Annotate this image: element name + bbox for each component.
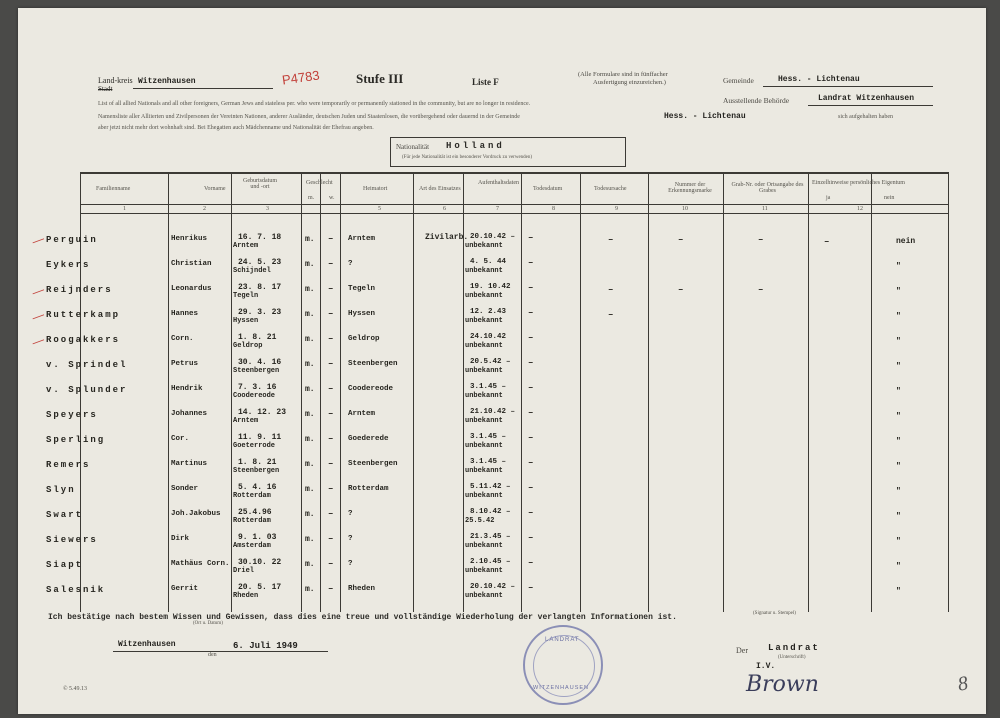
col-aufenthalt: Aufenthaltsdaten [478,180,519,186]
sex-w: – [328,559,334,569]
sex: m. [305,460,315,469]
death-date: – [528,308,534,318]
surname: Salesnik [46,585,106,595]
col-todesdatum: Todesdatum [533,186,563,192]
col-familienname: Familienname [96,186,131,192]
form-note-2: Ausfertigung einzureichen.) [593,79,666,86]
first-name: Hendrik [171,385,203,393]
sex-w: – [328,359,334,369]
surname: v. Sprindel [46,360,128,370]
death-date: – [528,533,534,543]
home-town: Goederede [348,435,389,443]
stamp-bottom-text: WITZENHAUSEN [533,685,589,691]
stay-until: unbekannt [465,342,503,350]
form-note-1: (Alle Formulare sind in fünffacher [578,71,668,78]
liste-title: Liste F [472,77,499,87]
pencil-tick: — [29,231,47,249]
table-row [18,358,986,383]
sex: m. [305,535,315,544]
death-date: – [528,258,534,268]
office-caption: (Unterschrift) [778,655,806,660]
birth-date: 30.10. 22 [238,558,282,567]
sex: m. [305,360,315,369]
birth-place: Rotterdam [233,492,271,500]
first-name: Corn. [171,335,194,343]
stay-until: unbekannt [465,567,503,575]
col-todesursache: Todesursache [594,186,627,192]
iv-label: I.V. [756,662,776,671]
first-name: Johannes [171,410,208,418]
stay-until: 25.5.42 [465,517,495,525]
intro-line-2b: sich aufgehalten haben [838,114,893,120]
sex-w: – [328,334,334,344]
sex-w: – [328,234,334,244]
office-value: Landrat [768,643,820,653]
home-town: Arntem [348,235,376,243]
birth-date: 16. 7. 18 [238,233,282,242]
property-no: " [896,337,901,346]
col-einsatz: Art des Einsatzes [419,186,461,192]
intro-line-3: aber jetzt nicht mehr dort wohnhaft sind. Bei Ehegatten auch Mädchenname und Nationalität der Ehefrau angeben. [98,125,374,131]
col-geschlecht-m: m. [308,195,315,201]
home-town: Steenbergen [348,360,398,368]
col-num-10: 10 [682,206,688,212]
table-row [18,333,986,358]
first-name: Leonardus [171,285,212,293]
table-row [18,433,986,458]
death-date: – [528,433,534,443]
col-num-3: 3 [266,206,269,212]
stay-from: 21.10.42 – [470,408,516,416]
stay-from: 24.10.42 [470,333,507,341]
landkreis-label: Land-kreis [98,76,133,85]
col-num-8: 8 [552,206,555,212]
table-row [18,258,986,283]
death-date: – [528,333,534,343]
surname: Perguin [46,235,98,245]
pencil-archive-number: P4783 [281,67,321,88]
death-date: – [528,283,534,293]
pencil-tick: — [29,307,47,325]
stay-until: unbekannt [465,417,503,425]
property-no: " [896,512,901,521]
property-no: " [896,312,901,321]
sex-w: – [328,459,334,469]
home-town: Rheden [348,585,376,593]
col-num-12: 12 [857,206,863,212]
death-date: – [528,508,534,518]
col-eigentum-ja: ja [826,195,831,201]
sex: m. [305,310,315,319]
stay-until: unbekannt [465,317,503,325]
birth-place: Coodereode [233,392,276,400]
surname: Slyn [46,485,76,495]
form-number: © 5.49.13 [63,686,88,692]
gemeinde-label: Gemeinde [723,76,754,85]
sex-w: – [328,584,334,594]
first-name: Hannes [171,310,199,318]
property-no: " [896,487,901,496]
intro-place: Hess. - Lichtenau [664,112,746,121]
birth-date: 11. 9. 11 [238,433,282,442]
intro-line-2: Namensliste aller Alliierten und Zivilpersonen der Vereinten Nationen, anderer Ausländer, deutschen Juden und Staatenlosen, die vorübergehend oder dauernd in der Gemeinde [98,114,520,120]
property-yes: – [824,237,830,247]
table-row [18,558,986,583]
stay-from: 5.11.42 – [470,483,511,491]
col-num-7: 7 [496,206,499,212]
col-num-5: 5 [378,206,381,212]
den-label: den [208,652,217,658]
table-row [18,483,986,508]
grave: – [758,235,764,245]
table-row [18,583,986,608]
stay-from: 20.5.42 – [470,358,511,366]
gemeinde-value: Hess. - Lichtenau [778,75,860,84]
birth-place: Arntem [233,242,259,250]
sex: m. [305,335,315,344]
col-vorname: Vorname [204,186,226,192]
table-row [18,383,986,408]
home-town: Steenbergen [348,460,398,468]
birth-date: 5. 4. 16 [238,483,277,492]
home-town: ? [348,535,353,543]
property-no: " [896,537,901,546]
sex: m. [305,510,315,519]
behoerde-label: Ausstellende Behörde [723,96,790,105]
sex-w: – [328,534,334,544]
death-date: – [528,383,534,393]
sex: m. [305,585,315,594]
col-geschlecht-w: w. [329,195,335,201]
work-type: Zivilarb. [425,233,469,242]
death-date: – [528,233,534,243]
death-date: – [528,558,534,568]
pencil-tick: — [29,332,47,350]
table-row [18,308,986,333]
sex: m. [305,260,315,269]
property-no: " [896,262,901,271]
birth-place: Rotterdam [233,517,271,525]
stay-until: unbekannt [465,367,503,375]
col-num-2: 2 [203,206,206,212]
pencil-tick: — [29,282,47,300]
col-erkennungsmarke: Nummer der Erkennungsmarke [668,182,712,194]
col-num-9: 9 [615,206,618,212]
grave: – [758,285,764,295]
stay-from: 3.1.45 – [470,433,507,441]
first-name: Christian [171,260,212,268]
der-label: Der [736,646,748,655]
stufe-title: Stufe III [356,71,404,86]
surname: Reijnders [46,285,113,295]
sex-w: – [328,509,334,519]
surname: Speyers [46,410,98,420]
behoerde-value: Landrat Witzenhausen [818,94,915,103]
sex-w: – [328,384,334,394]
col-num-11: 11 [762,206,768,212]
sex: m. [305,435,315,444]
death-date: – [528,408,534,418]
property-no: " [896,462,901,471]
surname: Eykers [46,260,91,270]
stay-until: unbekannt [465,392,503,400]
official-stamp [523,625,603,705]
stay-until: unbekannt [465,492,503,500]
surname: Siewers [46,535,98,545]
surname: Roogakkers [46,335,121,345]
birth-place: Tegeln [233,292,259,300]
first-name: Joh.Jakobus [171,510,221,518]
sex: m. [305,410,315,419]
sex-w: – [328,309,334,319]
home-town: Geldrop [348,335,380,343]
sex: m. [305,285,315,294]
birth-date: 23. 8. 17 [238,283,282,292]
property-no: " [896,587,901,596]
birth-place: Steenbergen [233,367,280,375]
first-name: Cor. [171,435,190,443]
table-row [18,533,986,558]
property-no: " [896,287,901,296]
table-row [18,408,986,433]
birth-place: Driel [233,567,255,575]
col-geburt: Geburtsdatum und -ort [243,178,277,190]
sex: m. [305,385,315,394]
tag-number: – [678,235,684,245]
first-name: Petrus [171,360,199,368]
stay-from: 3.1.45 – [470,383,507,391]
handwritten-signature: Brown [746,672,819,697]
col-geschlecht: Geschlecht [306,180,333,186]
table-row [18,233,986,258]
home-town: ? [348,560,353,568]
surname: Rutterkamp [46,310,121,320]
document-page [18,8,986,714]
stay-from: 20.10.42 – [470,583,516,591]
birth-date: 14. 12. 23 [238,408,287,417]
property-no: " [896,412,901,421]
death-cause: – [608,285,614,295]
sex-w: – [328,484,334,494]
nationality-label: Nationalität [396,143,430,151]
property-no: " [896,362,901,371]
stay-from: 19. 10.42 [470,283,511,291]
stay-until: unbekannt [465,267,503,275]
col-eigentum: Einzelhinweise persönliches Eigentum [812,180,905,186]
date-value: 6. Juli 1949 [233,641,298,651]
stay-until: unbekannt [465,242,503,250]
stay-from: 20.10.42 – [470,233,516,241]
birth-date: 1. 8. 21 [238,458,277,467]
birth-place: Schijndel [233,267,271,275]
place-value: Witzenhausen [118,640,176,649]
col-heimatort: Heimatort [363,186,388,192]
first-name: Sonder [171,485,199,493]
home-town: Coodereode [348,385,394,393]
sex: m. [305,485,315,494]
surname: Remers [46,460,91,470]
birth-date: 24. 5. 23 [238,258,282,267]
property-no: nein [896,237,916,246]
tag-number: – [678,285,684,295]
surname: Swart [46,510,84,520]
death-cause: – [608,235,614,245]
first-name: Henrikus [171,235,208,243]
table-row [18,283,986,308]
death-date: – [528,358,534,368]
nationality-note: (Für jede Nationalität ist ein besonderer Vordruck zu verwenden) [402,155,533,160]
first-name: Dirk [171,535,190,543]
home-town: Rotterdam [348,485,389,493]
property-no: " [896,562,901,571]
stadtkreis-struck: Stadt [98,85,113,93]
birth-place: Rheden [233,592,259,600]
stay-until: unbekannt [465,467,503,475]
home-town: Tegeln [348,285,376,293]
stamp-top-text: LANDRAT [545,637,580,643]
birth-place: Steenbergen [233,467,280,475]
col-eigentum-nein: nein [884,195,895,201]
landkreis-value: Witzenhausen [138,77,196,86]
intro-line-1: List of all allied Nationals and all other foreigners, German Jews and stateless per. who were temporarily or permanently stationed in the community, but are no longer in residence. [98,101,531,107]
sex: m. [305,235,315,244]
sex-w: – [328,259,334,269]
stay-until: unbekannt [465,592,503,600]
stay-from: 21.3.45 – [470,533,511,541]
col-num-6: 6 [443,206,446,212]
birth-place: Arntem [233,417,259,425]
death-cause: – [608,310,614,320]
surname: Sperling [46,435,106,445]
stay-from: 8.10.42 – [470,508,511,516]
first-name: Gerrit [171,585,199,593]
col-grab: Grab-Nr. oder Ortsangabe des Grabes [731,182,804,194]
birth-date: 7. 3. 16 [238,383,277,392]
table-row [18,508,986,533]
sex-w: – [328,284,334,294]
birth-date: 9. 1. 03 [238,533,277,542]
property-no: " [896,437,901,446]
stay-from: 2.10.45 – [470,558,511,566]
death-date: – [528,458,534,468]
table-row [18,458,986,483]
birth-date: 20. 5. 17 [238,583,282,592]
death-date: – [528,483,534,493]
home-town: Arntem [348,410,376,418]
birth-date: 30. 4. 16 [238,358,282,367]
stay-from: 3.1.45 – [470,458,507,466]
first-name: Martinus [171,460,208,468]
home-town: Hyssen [348,310,376,318]
property-no: " [896,387,901,396]
certification-text: Ich bestätige nach bestem Wissen und Gewissen, dass dies eine treue und vollständige Wiederholung der verlangten Informationen ist. [48,613,677,622]
home-town: ? [348,510,353,518]
sex-w: – [328,409,334,419]
surname: Siapt [46,560,84,570]
stay-from: 12. 2.43 [470,308,507,316]
surname: v. Splunder [46,385,128,395]
birth-place: Amsterdam [233,542,271,550]
stay-from: 4. 5. 44 [470,258,507,266]
nationality-value: Holland [446,141,505,151]
corner-mark: 8 [956,672,970,696]
sex-w: – [328,434,334,444]
nationality-box [390,137,626,167]
stay-until: unbekannt [465,442,503,450]
birth-place: Geldrop [233,342,263,350]
birth-date: 25.4.96 [238,508,272,517]
stay-until: unbekannt [465,292,503,300]
death-date: – [528,583,534,593]
sex: m. [305,560,315,569]
col-num-1: 1 [123,206,126,212]
birth-date: 29. 3. 23 [238,308,282,317]
birth-place: Goeterrode [233,442,276,450]
first-name: Mathäus Corn. [171,560,230,568]
stay-until: unbekannt [465,542,503,550]
birth-date: 1. 8. 21 [238,333,277,342]
signature-caption: (Signatur u. Stempel) [753,611,796,616]
home-town: ? [348,260,353,268]
birth-place: Hyssen [233,317,259,325]
date-caption: (Ort u. Datum) [193,621,223,626]
